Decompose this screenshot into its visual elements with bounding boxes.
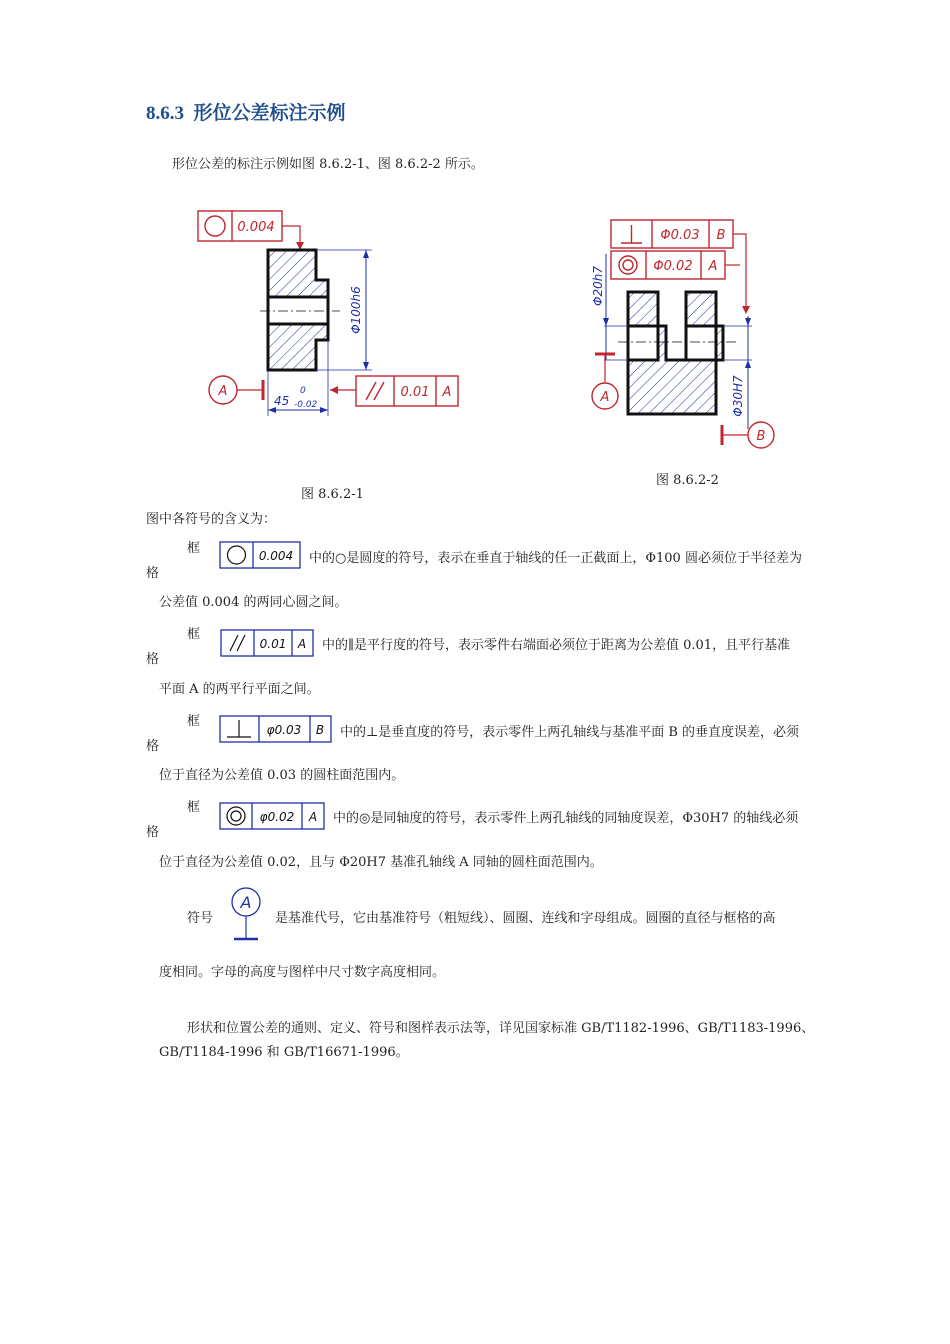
item3-frame	[219, 715, 332, 743]
figure2-caption: 图 8.6.2-2	[656, 473, 719, 488]
item2-label-top: 框	[187, 627, 201, 642]
datum-a-1	[209, 376, 263, 404]
datum-symbol-letter: A	[240, 893, 252, 912]
item3-label-top: 框	[187, 714, 201, 729]
right-dimension-2	[723, 316, 752, 429]
section-heading	[146, 98, 346, 125]
item2-frame	[220, 629, 314, 657]
datum-a-letter: A	[218, 384, 228, 399]
roundness-icon	[228, 546, 246, 564]
coaxiality-frame	[611, 251, 725, 279]
item3-text1: 中的⊥是垂直度的符号，表示零件上两孔轴线与基准平面 B 的垂直度误差，必须	[340, 725, 800, 740]
item3-frame-value: φ0.03	[266, 723, 302, 737]
frame-coax-value: Φ0.02	[653, 259, 693, 274]
frame-top-value: 0.004	[237, 220, 275, 235]
item2-label-bottom: 格	[146, 652, 160, 667]
item1-label-top: 框	[187, 541, 201, 556]
item1-label-bottom: 格	[146, 566, 160, 581]
dim-vertical-label: Φ100h6	[349, 286, 363, 334]
dim-tol-lower: -0.02	[294, 400, 318, 410]
dim-horizontal-label: 45	[274, 394, 290, 408]
datum-b-letter: B	[756, 429, 766, 444]
item3-text2: 位于直径为公差值 0.03 的圆柱面范围内。	[159, 768, 405, 783]
frame-perp-value: Φ0.03	[660, 228, 700, 243]
frame-coax-datum: A	[708, 259, 718, 274]
left-dimension-2	[591, 254, 628, 360]
closing-line1: 形状和位置公差的通则、定义、符号和图样表示法等，详见国家标准 GB/T1182-1996、GB/T1183-1996、	[187, 1021, 815, 1036]
figure-8-6-2-1	[190, 200, 470, 425]
item1-frame	[219, 541, 301, 569]
coaxiality-icon	[619, 256, 637, 274]
item4-text1: 中的◎是同轴度的符号，表示零件上两孔轴线的同轴度误差，Φ30H7 的轴线必须	[333, 811, 799, 826]
item1-text2: 公差值 0.004 的两同心圆之间。	[159, 595, 348, 610]
perpendicularity-frame	[611, 220, 733, 248]
item2-text1: 中的∥是平行度的符号，表示零件右端面必须位于距离为公差值 0.01，且平行基准	[322, 638, 791, 653]
datum-item-label: 符号	[187, 911, 214, 926]
dim-left-label: Φ20h7	[591, 266, 605, 306]
item4-label-top: 框	[187, 800, 201, 815]
figure-8-6-2-2	[588, 214, 788, 454]
datum-item-text1: 是基准代号，它由基准符号（粗短线）、圆圈、连线和字母组成。圆圈的直径与框格的高	[275, 911, 776, 926]
item2-frame-datum: A	[297, 637, 307, 651]
parallel-icon	[230, 635, 238, 651]
part-body-2	[618, 292, 738, 414]
section-number: 8.6.3	[146, 103, 184, 124]
item3-frame-datum: B	[315, 723, 325, 737]
item3-label-bottom: 格	[146, 739, 160, 754]
item4-label-bottom: 格	[146, 825, 160, 840]
datum-symbol	[226, 884, 266, 944]
parallel-frame	[330, 376, 458, 406]
item1-text1: 中的○是圆度的符号，表示在垂直于轴线的任一正截面上，Φ100 圆必须位于半径差为	[309, 551, 802, 566]
item4-text2: 位于直径为公差值 0.02，且与 Φ20H7 基准孔轴线 A 同轴的圆柱面范围内。	[159, 855, 603, 870]
item4-frame-value: φ0.02	[259, 810, 295, 824]
figure1-caption: 图 8.6.2-1	[301, 487, 364, 502]
datum-a2-letter: A	[600, 390, 610, 405]
intro-paragraph: 形位公差的标注示例如图 8.6.2-1、图 8.6.2-2 所示。	[172, 157, 484, 172]
datum-item-text2: 度相同。字母的高度与图样中尺寸数字高度相同。	[159, 965, 446, 980]
frame-perp-datum: B	[716, 228, 726, 243]
dim-right-label: Φ30H7	[731, 375, 745, 417]
roundness-icon	[205, 216, 225, 236]
roundness-frame	[198, 211, 282, 241]
item4-frame	[219, 802, 325, 830]
frame-right-value: 0.01	[400, 385, 430, 400]
item2-frame-value: 0.01	[259, 637, 287, 651]
coaxiality-icon	[227, 807, 245, 825]
frame-right-datum: A	[442, 385, 452, 400]
closing-line2: GB/T1184-1996 和 GB/T16671-1996。	[159, 1045, 409, 1060]
item4-frame-datum: A	[308, 810, 318, 824]
datum-a-2	[592, 354, 618, 409]
parallel-icon	[366, 382, 376, 400]
item2-text2: 平面 A 的两平行平面之间。	[159, 682, 320, 697]
meaning-intro: 图中各符号的含义为：	[146, 512, 277, 527]
section-title: 形位公差标注示例	[193, 103, 346, 124]
dim-tol-upper: 0	[300, 386, 306, 396]
item1-frame-value: 0.004	[258, 549, 294, 563]
